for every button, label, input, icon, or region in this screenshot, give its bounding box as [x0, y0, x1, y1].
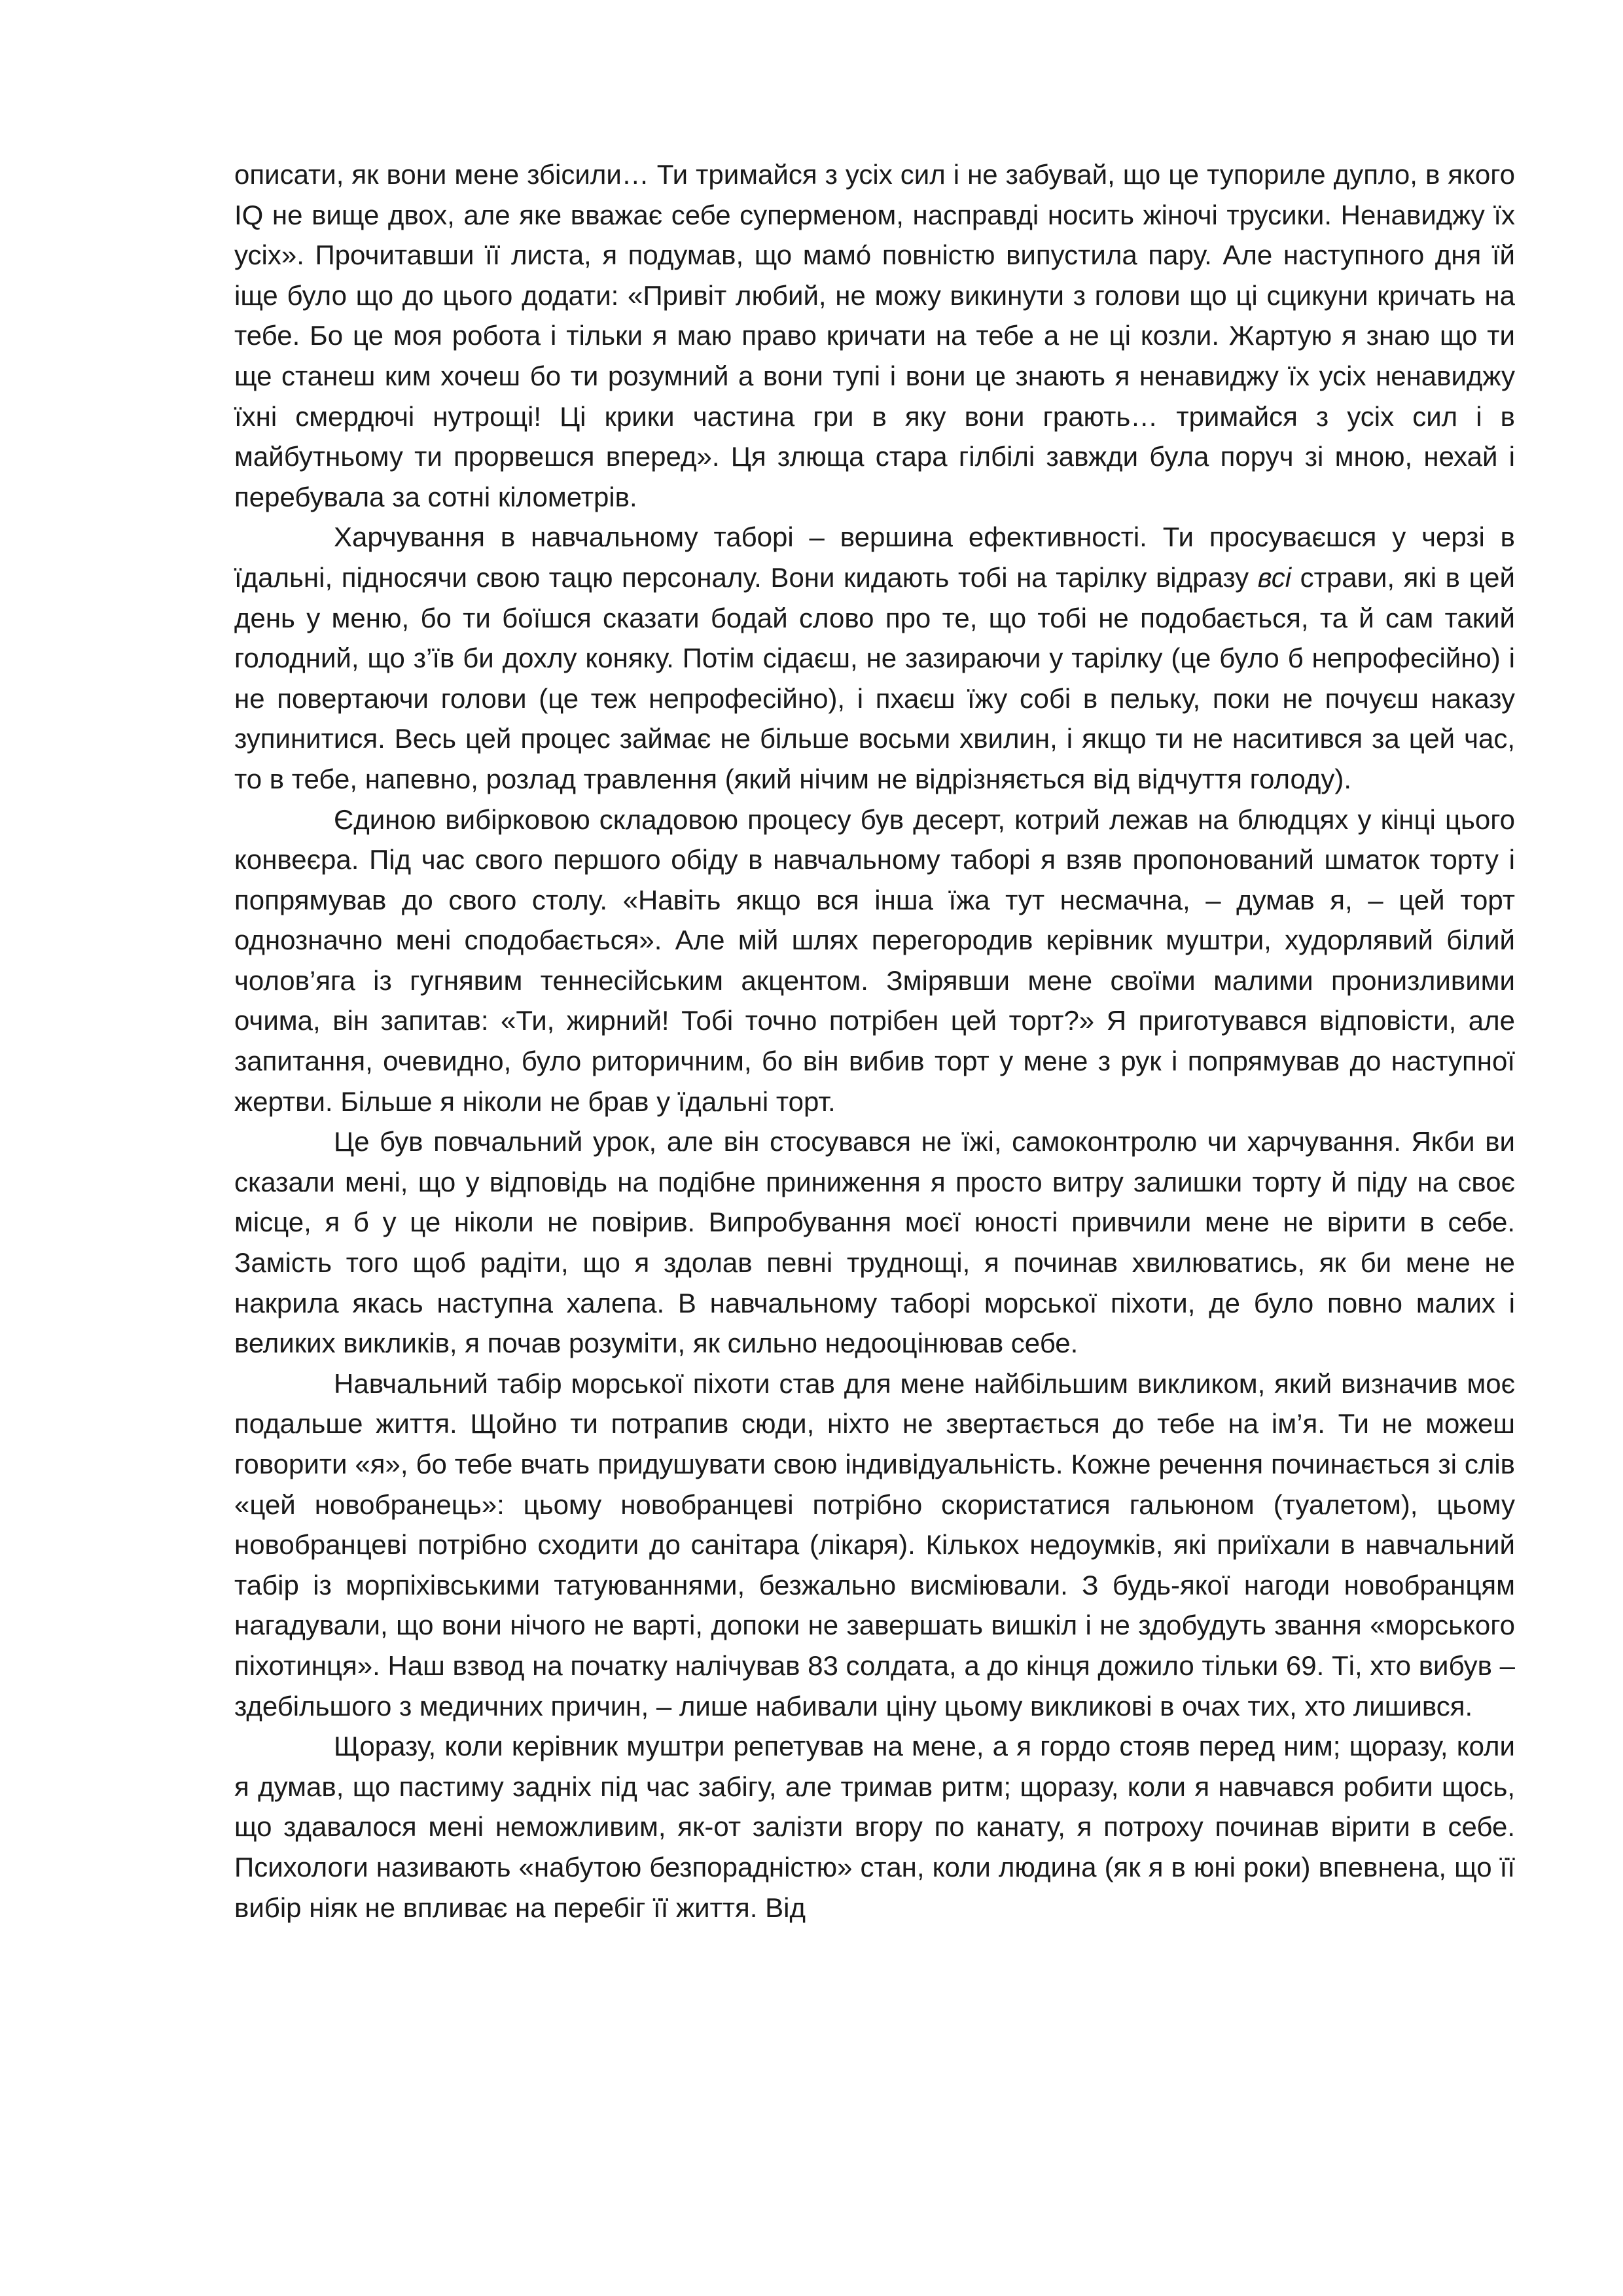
paragraph-2-part-2: страви, які в цей день у меню, бо ти боїшся сказати бодай слово про те, що тобі не подобається, та й сам такий голодний, що з’їв би дохлу коняку. Потім сідаєш, не зазираючи у тарілку (це було б непрофесійно) і не повертаючи голови (це теж непрофесійно), і пхаєш їжу собі в пельку, поки не почуєш наказу зупинитися. Весь цей процес займає не більше восьми хвилин, і якщо ти не наситився за цей час, то в тебе, напевно, розлад травлення (який нічим не відрізняється від відчуття голоду).	[234, 561, 1515, 794]
document-page	[234, 154, 1515, 1928]
paragraph-5: Навчальний табір морської піхоти став для мене найбільшим викликом, який визначив моє подальше життя. Щойно ти потрапив сюди, ніхто не звертається до тебе на ім’я. Ти не можеш говорити «я», бо тебе вчать придушувати свою індивідуальність. Кожне речення починається зі слів «цей новобранець»: цьому новобранцеві потрібно скористатися гальюном (туалетом), цьому новобранцеві потрібно сходити до санітара (лікаря). Кількох недоумків, які приїхали в навчальний табір із морпіхівськими татуюваннями, безжально висміювали. З будь-якої нагоди новобранцям нагадували, що вони нічого не варті, допоки не завершать вишкіл і не здобудуть звання «морського піхотинця». Наш взвод на початку налічував 83 солдата, а до кінця дожило тільки 69. Ті, хто вибув – здебільшого з медичних причин, – лише набивали ціну цьому викликові в очах тих, хто лишився.	[234, 1368, 1515, 1722]
paragraph-2	[234, 517, 1515, 799]
paragraph-2-emphasis: всі	[1257, 561, 1292, 593]
paragraph-1: описати, як вони мене збісили… Ти тримайся з усіх сил і не забувай, що це тупориле дупло, в якого IQ не вище двох, але яке вважає себе суперменом, насправді носить жіночі трусики. Ненавиджу їх усіх». Прочитавши її листа, я подумав, що мамо́ повністю випустила пару. Але наступного дня їй іще було що до цього додати: «Привіт любий, не можу викинути з голови що ці сцикуни кричать на тебе. Бо це моя робота і тільки я маю право кричати на тебе а не ці козли. Жартую я знаю що ти ще станеш ким хочеш бо ти розумний а вони тупі і вони це знають я ненавиджу їх усіх ненавиджу їхні смердючі нутрощі! Ці крики частина гри в яку вони грають… тримайся з усіх сил і в майбутньому ти прорвешся вперед». Ця злюща стара гілбілі завжди була поруч зі мною, нехай і перебувала за сотні кілометрів.	[234, 159, 1515, 512]
paragraph-6: Щоразу, коли керівник муштри репетував на мене, а я гордо стояв перед ним; щоразу, коли я думав, що пастиму задніх під час забігу, але тримав ритм; щоразу, коли я навчався робити щось, що здавалося мені неможливим, як-от залізти вгору по канату, я потроху починав вірити в себе. Психологи називають «набутою безпорадністю» стан, коли людина (як я в юні роки) впевнена, що її вибір ніяк не впливає на перебіг її життя. Від	[234, 1731, 1515, 1923]
paragraph-2-part-1: Харчування в навчальному таборі – вершина ефективності. Ти просуваєшся у черзі в їдальні, підносячи свою тацю персоналу. Вони кидають тобі на тарілку відразу	[234, 521, 1515, 593]
paragraph-4: Це був повчальний урок, але він стосувався не їжі, самоконтролю чи харчування. Якби ви сказали мені, що у відповідь на подібне приниження я просто витру залишки торту й піду на своє місце, я б у це ніколи не повірив. Випробування моєї юності привчили мене не вірити в себе. Замість того щоб радіти, що я здолав певні труднощі, я починав хвилюватись, як би мене не накрила якась наступна халепа. В навчальному таборі морської піхоти, де було повно малих і великих викликів, я почав розуміти, як сильно недооцінював себе.	[234, 1126, 1515, 1359]
paragraph-3: Єдиною вибірковою складовою процесу був десерт, котрий лежав на блюдцях у кінці цього конвеєра. Під час свого першого обіду в навчальному таборі я взяв пропонований шматок торту і попрямував до свого столу. «Навіть якщо вся інша їжа тут несмачна, – думав я, – цей торт однозначно мені сподобається». Але мій шлях перегородив керівник муштри, худорлявий білий чолов’яга із гугнявим теннесійським акцентом. Змірявши мене своїми малими пронизливими очима, він запитав: «Ти, жирний! Тобі точно потрібен цей торт?» Я приготувався відповісти, але запитання, очевидно, було риторичним, бо він вибив торт у мене з рук і попрямував до наступної жертви. Більше я ніколи не брав у їдальні торт.	[234, 804, 1515, 1117]
